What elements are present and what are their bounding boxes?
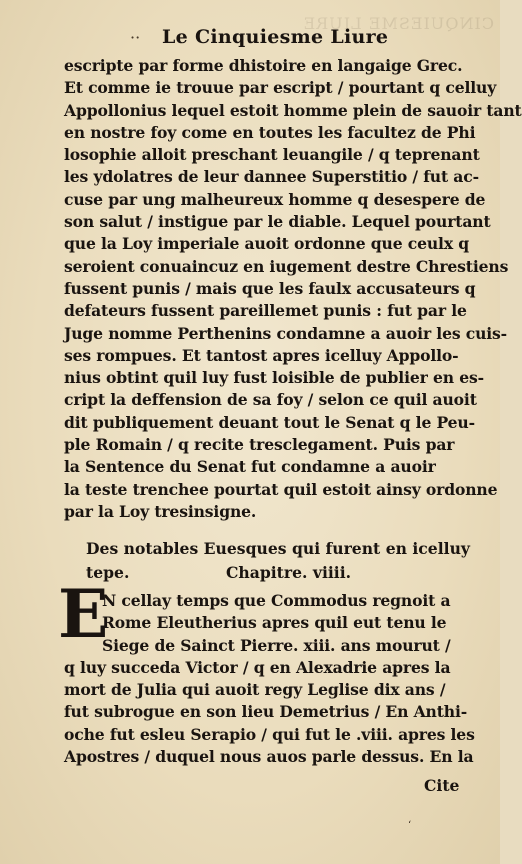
text-line: fussent punis / mais que les faulx accusateurs q — [64, 278, 476, 298]
text-line: defateurs fussent pareillemet punis : fut par le — [64, 301, 467, 321]
chapter-text — [64, 590, 474, 768]
text-line: cript la deffension de sa foy / selon ce quil auoit — [64, 390, 477, 410]
text-line: oche fut esleu Serapio / qui fut le .viii. apres les — [64, 724, 475, 744]
decorated-initial: E — [58, 575, 109, 653]
text-line: Appollonius lequel estoit homme plein de sauoir tant — [64, 100, 522, 120]
printer-mark: ‘ — [408, 820, 412, 831]
text-line: Juge nomme Perthenins condamne a auoir les cuis- — [64, 323, 508, 343]
text-line: q luy succeda Victor / q en Alexadrie apres la — [64, 657, 451, 677]
chapter-number: Chapitre. viiii. — [226, 563, 352, 582]
text-line: nius obtint quil luy fust loisible de publier en es- — [64, 368, 484, 388]
text-line: Apostres / duquel nous auos parle dessus. En la — [64, 747, 474, 767]
text-line: son salut / instigue par le diable. Lequel pourtant — [64, 212, 491, 232]
text-line: dit publiquement deuant tout le Senat q le Peu- — [64, 412, 475, 432]
text-line: par la Loy tresinsigne. — [64, 501, 257, 521]
text-line: que la Loy imperiale auoit ordonne que ceulx q — [64, 234, 470, 254]
body-text — [64, 55, 522, 523]
text-line: seroient conuaincuz en iugement destre Chrestiens — [64, 256, 509, 276]
text-line: N cellay temps que Commodus regnoit a — [102, 591, 451, 610]
text-line: les ydolatres de leur dannee Superstitio / fut ac- — [64, 167, 479, 187]
running-head-title: Le Cinquiesme Liure — [162, 26, 389, 48]
text-line: la Sentence du Senat fut condamne a auoir — [64, 457, 436, 477]
text-line: fut subrogue en son lieu Demetrius / En Anthi- — [64, 702, 468, 722]
text-line: ses rompues. Et tantost apres icelluy Appollo- — [64, 345, 459, 365]
text-line: Siege de Sainct Pierre. xiii. ans mourut / — [102, 635, 451, 655]
chapter-heading-line: Des notables Euesques qui furent en icelluy — [86, 539, 470, 558]
text-line: cuse par ung malheureux homme q desespere de — [64, 189, 486, 209]
text-line: la teste trenchee pourtat quil estoit ainsy ordonne — [64, 479, 498, 499]
catchword: Cite — [424, 776, 460, 795]
text-line: mort de Julia qui auoit regy Leglise dix ans / — [64, 680, 446, 700]
text-line: Rome Eleutherius apres quil eut tenu le — [102, 613, 447, 633]
text-line: ple Romain / q recite tresclegament. Puis par — [64, 435, 455, 455]
text-line: Et comme ie trouue par escript / pourtant q celluy — [64, 78, 497, 98]
text-line: losophie alloit preschant leuangile / q teprenant — [64, 145, 480, 165]
text-line: en nostre foy come en toutes les facultez de Phi — [64, 122, 476, 142]
chapter-heading — [86, 537, 471, 585]
chapter-heading-line — [86, 561, 471, 585]
running-head-mark: ·· — [130, 28, 141, 47]
show-through-text: CINQUIESME LIURE — [302, 14, 494, 33]
running-head — [120, 26, 450, 52]
text-line: escripte par forme dhistoire en langaige Grec. — [64, 56, 463, 75]
chapter-heading-tail: tepe. — [86, 563, 130, 582]
